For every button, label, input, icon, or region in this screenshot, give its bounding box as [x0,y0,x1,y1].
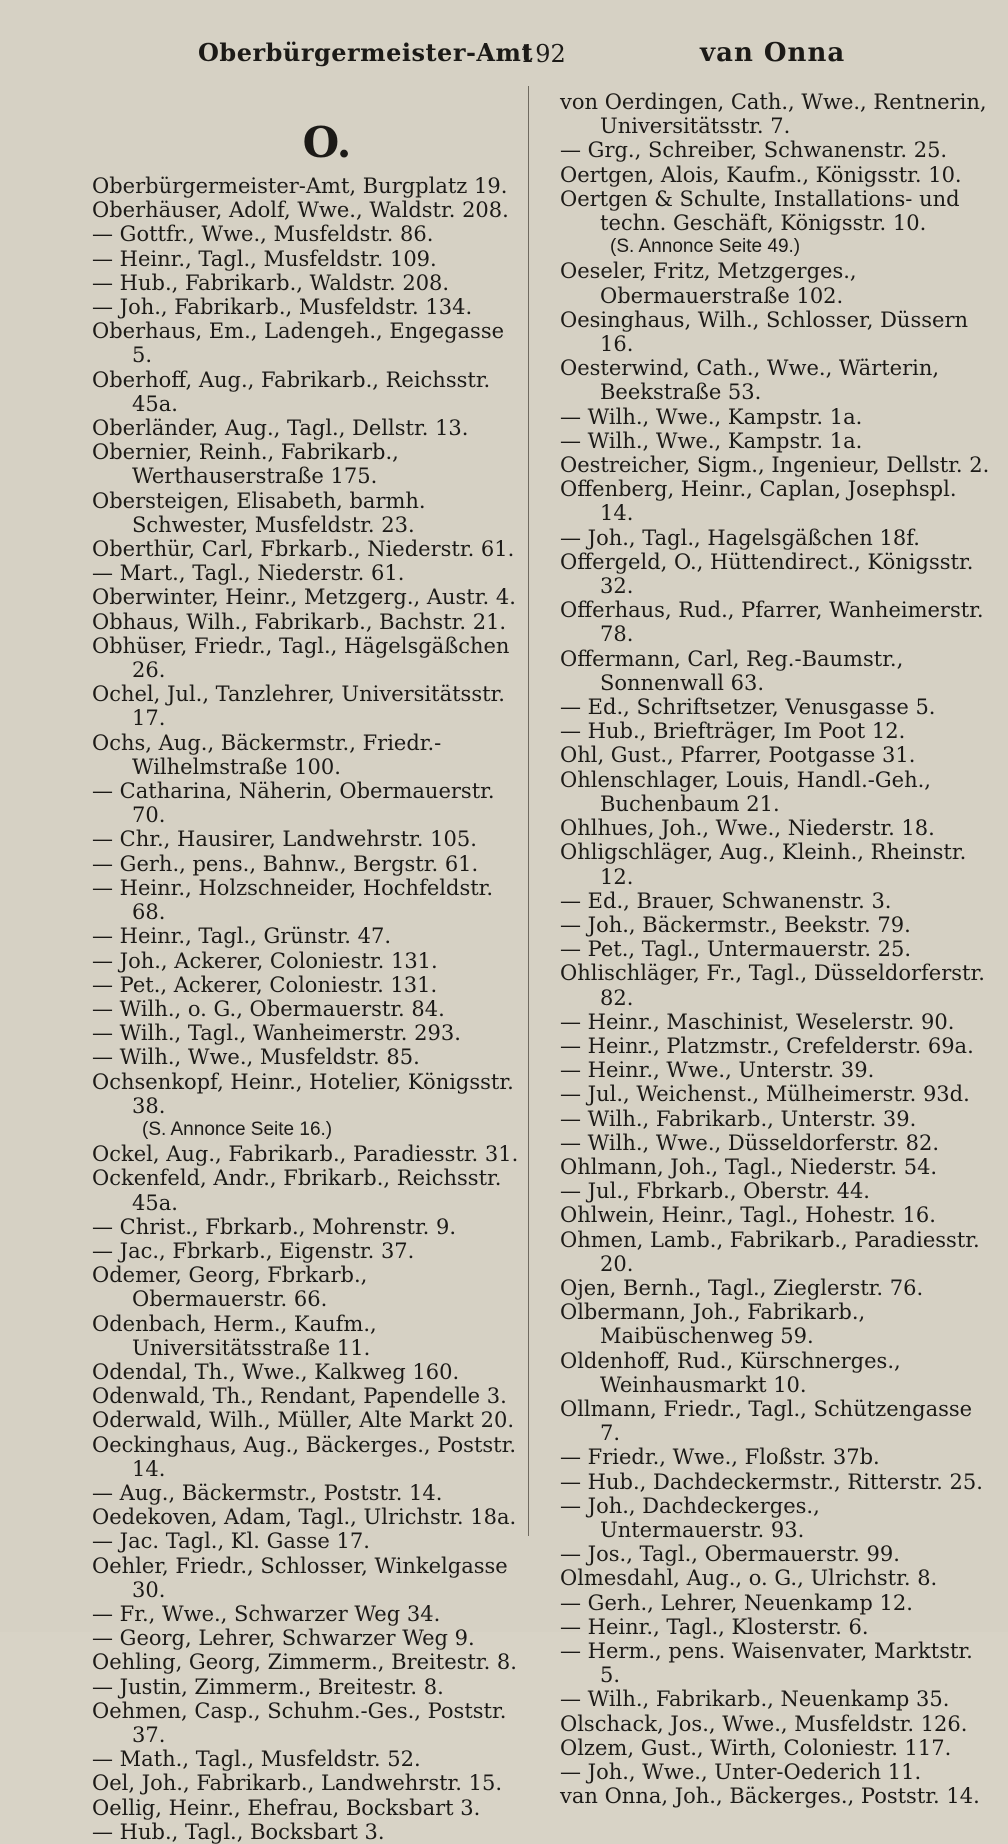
directory-entry: — Heinr., Platzmstr., Crefelderstr. 69a. [560,1033,974,1058]
directory-entry: Ohl, Gust., Pfarrer, Pootgasse 31. [560,743,916,768]
directory-entry: Oberbürgermeister-Amt, Burgplatz 19. [92,174,508,198]
directory-entry: Offergeld, O., Hüttendirect., Königsstr. 32. [560,549,974,599]
directory-entry: — Heinr., Tagl., Grünstr. 47. [92,924,392,949]
directory-entry: — Hub., Briefträger, Im Poot 12. [560,719,906,744]
directory-entry: — Hub., Tagl., Bocksbart 3. [92,1819,385,1844]
directory-entry: — Heinr., Tagl., Musfeldstr. 109. [92,246,437,271]
directory-entry: — Joh., Wwe., Unter-Oederich 11. [560,1760,922,1785]
directory-entry: — Heinr., Tagl., Klosterstr. 6. [560,1614,869,1639]
directory-entry: Oberwinter, Heinr., Metzgerg., Austr. 4. [92,585,516,610]
page-header [0,38,1008,78]
header-right: van Onna [700,38,846,68]
directory-entry: — Jac., Fbrkarb., Eigenstr. 37. [92,1238,415,1263]
directory-entry: — Math., Tagl., Musfeldstr. 52. [92,1747,421,1772]
directory-entry: — Wilh., o. G., Obermauerstr. 84. [92,996,445,1021]
directory-entry: — Wilh., Wwe., Musfeldstr. 85. [92,1045,420,1070]
directory-entry: Obernier, Reinh., Fabrikarb., Werthauserstraße 175. [92,440,399,489]
directory-entry: Obersteigen, Elisabeth, barmh. Schwester, Musfeldstr. 23. [92,488,426,537]
directory-entry: — Chr., Hausirer, Landwehrstr. 105. [92,827,477,852]
directory-entry: Oberhaus, Em., Ladengeh., Engegasse 5. [92,319,505,368]
directory-entry: — Joh., Bäckermstr., Beekstr. 79. [560,912,911,937]
directory-entry: Oesterwind, Cath., Wwe., Wärterin, Beekstraße 53. [560,356,940,405]
directory-entry: — Jos., Tagl., Obermauerstr. 99. [560,1542,900,1567]
directory-entry: — Georg, Lehrer, Schwarzer Weg 9. [92,1626,475,1651]
directory-entry: Olbermann, Joh., Fabrikarb., Maibüschenweg 59. [560,1300,866,1349]
directory-entry: — Joh., Fabrikarb., Musfeldstr. 134. [92,295,473,320]
directory-entry: — Friedr., Wwe., Floßstr. 37b. [560,1445,880,1470]
directory-entry: — Joh., Tagl., Hagelsgäßchen 18f. [560,525,920,550]
directory-entry: — Joh., Dachdeckerges., Untermauerstr. 93. [560,1493,820,1542]
header-left: Oberbürgermeister-Amt [198,38,534,67]
directory-entry: Oehler, Friedr., Schlosser, Winkelgasse 30. [92,1553,508,1602]
directory-entry: von Oerdingen, Cath., Wwe., Rentnerin, Universitätsstr. 7. [560,90,987,139]
directory-entry: — Jac. Tagl., Kl. Gasse 17. [92,1529,370,1554]
directory-entry: — Ed., Brauer, Schwanenstr. 3. [560,888,892,913]
right-entry-list [560,90,990,1808]
directory-entry: Odenbach, Herm., Kaufm., Universitätsstraße 11. [92,1311,377,1360]
directory-entry: Oel, Joh., Fabrikarb., Landwehrstr. 15. [92,1771,503,1796]
section-letter: O. [302,118,352,167]
directory-entry: (S. Annonce Seite 16.) [142,1118,333,1140]
directory-entry: Ohlmann, Joh., Tagl., Niederstr. 54. [560,1154,938,1179]
directory-entry: Ohlhues, Joh., Wwe., Niederstr. 18. [560,816,935,841]
directory-entry: Obhüser, Friedr., Tagl., Hägelsgäßchen 26. [92,633,510,683]
directory-entry: Ockel, Aug., Fabrikarb., Paradiesstr. 31. [92,1142,519,1167]
directory-entry: — Joh., Ackerer, Coloniestr. 131. [92,948,438,973]
directory-entry: Oderwald, Wilh., Müller, Alte Markt 20. [92,1408,515,1433]
column-divider [528,86,529,1536]
directory-entry: — Heinr., Maschinist, Weselerstr. 90. [560,1009,955,1034]
directory-entry: — Heinr., Wwe., Unterstr. 39. [560,1058,875,1083]
directory-entry: Oldenhoff, Rud., Kürschnerges., Weinhausmarkt 10. [560,1348,901,1397]
directory-entry: — Hub., Dachdeckermstr., Ritterstr. 25. [560,1469,983,1494]
directory-entry: Ohlwein, Heinr., Tagl., Hohestr. 16. [560,1203,936,1228]
directory-entry: Olschack, Jos., Wwe., Musfeldstr. 126. [560,1711,968,1736]
directory-entry: Obhaus, Wilh., Fabrikarb., Bachstr. 21. [92,609,507,634]
directory-entry: Ohligschläger, Aug., Kleinh., Rheinstr. 12. [560,840,967,889]
directory-entry: — Ed., Schriftsetzer, Venusgasse 5. [560,695,936,720]
directory-entry: Offermann, Carl, Reg.-Baumstr., Sonnenwall 63. [560,646,904,695]
directory-entry: — Wilh., Fabrikarb., Neuenkamp 35. [560,1687,950,1712]
directory-entry: — Christ., Fbrkarb., Mohrenstr. 9. [92,1214,457,1239]
directory-entry: (S. Annonce Seite 49.) [610,236,801,258]
directory-entry: Odenwald, Th., Rendant, Papendelle 3. [92,1384,507,1409]
directory-entry: Ohmen, Lamb., Fabrikarb., Paradiesstr. 20. [560,1227,980,1276]
directory-entry: — Wilh., Wwe., Kampstr. 1a. [560,428,863,453]
directory-entry: — Pet., Tagl., Untermauerstr. 25. [560,937,912,962]
directory-entry: — Gottfr., Wwe., Musfeldstr. 86. [92,222,434,247]
directory-entry: Offenberg, Heinr., Caplan, Josephspl. 14. [560,477,957,526]
left-entry-list [92,174,522,1844]
directory-entry: — Heinr., Holzschneider, Hochfeldstr. 68. [92,875,494,925]
directory-entry: — Hub., Fabrikarb., Waldstr. 208. [92,270,450,295]
directory-entry: — Jul., Weichenst., Mülheimerstr. 93d. [560,1082,970,1107]
directory-entry: Oesinghaus, Wilh., Schlosser, Düssern 16. [560,307,969,357]
directory-entry: — Aug., Bäckermstr., Poststr. 14. [92,1480,443,1505]
page-number: 192 [520,40,566,68]
directory-entry: Ochel, Jul., Tanzlehrer, Universitätsstr. 17. [92,682,505,731]
directory-entry: Ollmann, Friedr., Tagl., Schützengasse 7. [560,1396,973,1446]
directory-entry: Olmesdahl, Aug., o. G., Ulrichstr. 8. [560,1566,938,1591]
left-column [92,112,522,1844]
directory-entry: Ochs, Aug., Bäckermstr., Friedr.-Wilhelmstraße 100. [92,730,442,779]
directory-entry: Oertgen, Alois, Kaufm., Königsstr. 10. [560,162,962,187]
directory-entry: Oehmen, Casp., Schuhm.-Ges., Poststr. 37. [92,1698,507,1747]
directory-entry: — Pet., Ackerer, Coloniestr. 131. [92,972,438,997]
directory-entry: Odendal, Th., Wwe., Kalkweg 160. [92,1359,460,1384]
directory-entry: van Onna, Joh., Bäckerges., Poststr. 14. [560,1784,980,1809]
directory-entry: Oestreicher, Sigm., Ingenieur, Dellstr. 2. [560,453,990,478]
directory-entry: Oedekoven, Adam, Tagl., Ulrichstr. 18a. [92,1505,517,1530]
directory-entry: — Jul., Fbrkarb., Oberstr. 44. [560,1179,870,1204]
directory-entry: Oellig, Heinr., Ehefrau, Bocksbart 3. [92,1795,481,1820]
directory-entry: — Gerh., Lehrer, Neuenkamp 12. [560,1590,913,1615]
directory-entry: Ohlenschlager, Louis, Handl.-Geh., Buchenbaum 21. [560,767,931,816]
directory-entry: — Catharina, Näherin, Obermauerstr. 70. [92,779,495,828]
directory-entry: — Justin, Zimmerm., Breitestr. 8. [92,1674,444,1699]
directory-entry: Ochsenkopf, Heinr., Hotelier, Königsstr. 38. [92,1069,514,1118]
directory-entry: Ohlischläger, Fr., Tagl., Düsseldorferstr. 82. [560,961,985,1010]
directory-entry: — Fr., Wwe., Schwarzer Weg 34. [92,1601,441,1626]
directory-entry: Ojen, Bernh., Tagl., Zieglerstr. 76. [560,1275,924,1300]
directory-entry: — Wilh., Tagl., Wanheimerstr. 293. [92,1021,461,1046]
directory-entry: — Wilh., Wwe., Kampstr. 1a. [560,404,863,429]
directory-entry: Oehling, Georg, Zimmerm., Breitestr. 8. [92,1650,517,1675]
directory-entry: — Wilh., Wwe., Düsseldorferstr. 82. [560,1130,940,1155]
directory-entry: Offerhaus, Rud., Pfarrer, Wanheimerstr. 78. [560,598,984,647]
directory-entry: Oeseler, Fritz, Metzgerges., Obermauerstraße 102. [560,259,857,308]
directory-entry: Oertgen & Schulte, Installations- und techn. Geschäft, Königsstr. 10. [560,186,960,236]
directory-entry: Oberländer, Aug., Tagl., Dellstr. 13. [92,416,469,441]
directory-entry: — Wilh., Fabrikarb., Unterstr. 39. [560,1106,917,1131]
directory-entry: Oberhoff, Aug., Fabrikarb., Reichsstr. 45a. [92,367,491,416]
directory-entry: Oeckinghaus, Aug., Bäckerges., Poststr. 14. [92,1432,517,1481]
directory-entry: — Grg., Schreiber, Schwanenstr. 25. [560,138,948,163]
directory-entry: Olzem, Gust., Wirth, Coloniestr. 117. [560,1735,952,1760]
directory-entry: — Herm., pens. Waisenvater, Marktstr. 5. [560,1639,973,1688]
directory-entry: Odemer, Georg, Fbrkarb., Obermauerstr. 66. [92,1263,368,1312]
directory-entry: — Gerh., pens., Bahnw., Bergstr. 61. [92,851,479,876]
directory-entry: Ockenfeld, Andr., Fbrikarb., Reichsstr. 45a. [92,1166,502,1215]
directory-entry: — Mart., Tagl., Niederstr. 61. [92,561,405,586]
directory-entry: Oberhäuser, Adolf, Wwe., Waldstr. 208. [92,198,509,223]
right-column [560,90,990,1808]
directory-entry: Oberthür, Carl, Fbrkarb., Niederstr. 61. [92,537,515,562]
